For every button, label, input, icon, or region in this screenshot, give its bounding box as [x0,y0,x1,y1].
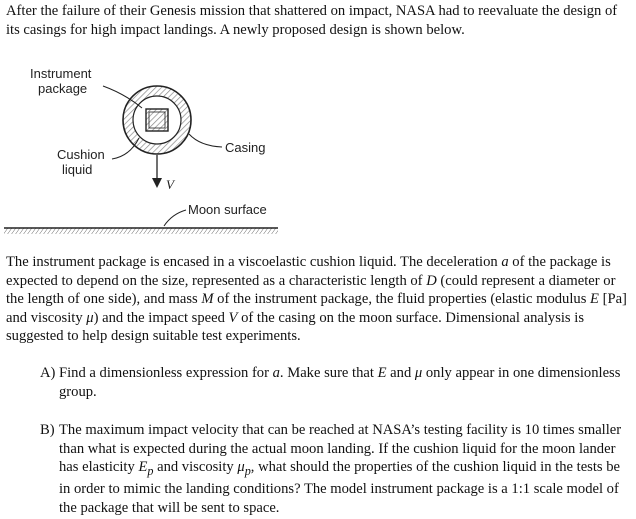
arrow-head-icon [152,178,162,188]
question-a-text: Find a dimensionless expression for a. Make sure that E and μ only appear in one dimensionless group. [59,365,621,400]
question-a-label: A) [40,365,56,381]
moon-surface-label: Moon surface [188,202,267,217]
instrument-label: Instrument [30,66,92,81]
var-M: M [201,291,214,307]
instrument-label-2: package [38,81,88,96]
var-V: V [228,309,238,326]
var-mu: μ [86,309,94,326]
casing-label: Casing [225,140,266,155]
intro-paragraph: After the failure of their Genesis mission that shattered on impact, NASA had to reevaluate the design of its casings for high impact landings. A newly proposed design is shown below. [6,3,618,38]
var-D: D [426,272,437,289]
question-a [40,364,632,401]
question-b [40,421,632,517]
var-E: E [590,291,599,307]
surface-leader [164,210,186,226]
question-b-label: B) [40,422,55,438]
cushion-label-2: liquid [62,162,93,177]
velocity-label: V [166,177,174,192]
moon-surface-ground [4,228,278,234]
casing-diagram [0,56,310,246]
description-paragraph: The instrument package is encased in a viscoelastic cushion liquid. The deceleration a of the package is expected to depend on the size, represented as a characteristic length of D (could represent a diameter or the length of one side), and mass M of the instrument package, the fluid properties (elastic modulus E [Pa] and viscosity μ) and the impact speed V of the casing on the moon surface. Dimensional analysis is suggested to help design suitable test experiments. [6,254,627,344]
casing-leader [189,134,222,147]
var-a: a [501,254,509,270]
question-b-text: The maximum impact velocity that can be reached at NASA’s testing facility is 10 times smaller than what is expected during the actual moon landing. If the cushion liquid for the moon lander has elasticity $E_p$ and viscosity $\mu_p$, what should the properties of the cushion liquid in the tests be in order to mimic the landing conditions? The model instrument package is a 1:1 scale model of the package that will be sent to space. [59,422,622,516]
cushion-label: Cushion [57,147,105,162]
